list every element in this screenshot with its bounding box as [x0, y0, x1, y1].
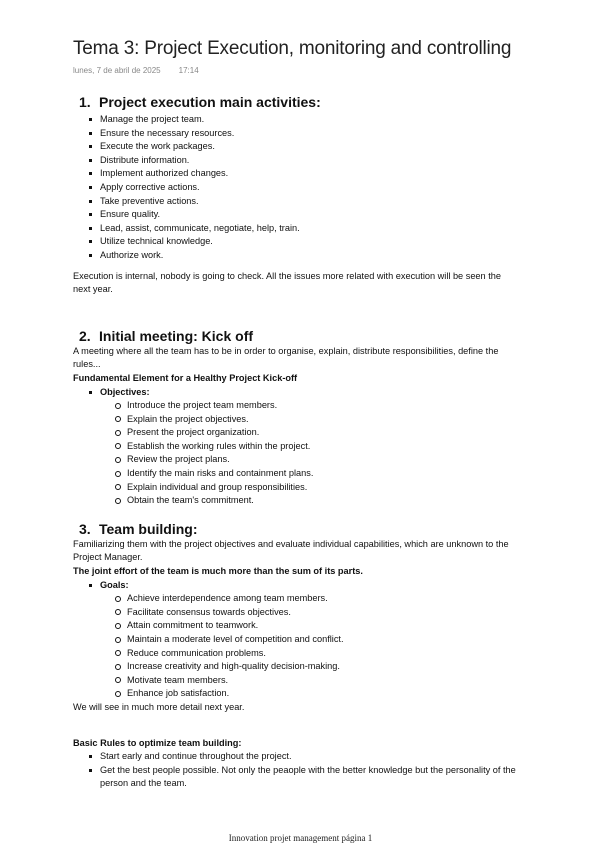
- list-item: Maintain a moderate level of competition and conflict.: [73, 633, 518, 647]
- section-3-note: We will see in much more detail next year.: [73, 701, 245, 712]
- section-2-subheading: Fundamental Element for a Healthy Project Kick-off: [73, 372, 298, 383]
- section-3-subheading: The joint effort of the team is much more than the sum of its parts.: [73, 566, 363, 577]
- objectives-label: Objectives:: [73, 386, 518, 400]
- list-item: Utilize technical knowledge.: [73, 235, 518, 249]
- rules-heading: Basic Rules to optimize team building:: [73, 737, 242, 748]
- list-item: Attain commitment to teamwork.: [73, 619, 518, 633]
- list-item: Ensure the necessary resources.: [73, 127, 518, 141]
- rules-list: [73, 750, 518, 791]
- list-item: Identify the main risks and containment plans.: [73, 467, 518, 481]
- list-item: Get the best people possible. Not only the peaople with the better knowledge but the personality of the person and the team.: [73, 764, 518, 791]
- list-item: Facilitate consensus towards objectives.: [73, 606, 518, 620]
- list-item: Introduce the project team members.: [73, 399, 518, 413]
- page-date: lunes, 7 de abril de 2025: [73, 66, 161, 75]
- list-item: Increase creativity and high-quality decision-making.: [73, 660, 518, 674]
- list-item: Ensure quality.: [73, 208, 518, 222]
- list-item: Start early and continue throughout the project.: [73, 750, 518, 764]
- list-item: Explain the project objectives.: [73, 413, 518, 427]
- list-item: Apply corrective actions.: [73, 181, 518, 195]
- page-title: Tema 3: Project Execution, monitoring and controlling: [73, 38, 512, 59]
- page-meta: [73, 66, 199, 75]
- section-2-items: [73, 399, 518, 508]
- section-2-intro: A meeting where all the team has to be in order to organise, explain, distribute responsibilities, define the rules...: [73, 345, 499, 370]
- section-3-heading: 3. Team building:: [79, 520, 198, 537]
- list-item: Motivate team members.: [73, 674, 518, 688]
- list-item: Enhance job satisfaction.: [73, 687, 518, 701]
- section-3-group: [73, 579, 518, 593]
- section-3-intro: Familiarizing them with the project objectives and evaluate individual capabilities, which are unknown to the Project Manager.: [73, 538, 509, 563]
- list-item: Explain individual and group responsibilities.: [73, 481, 518, 495]
- section-2-heading: 2. Initial meeting: Kick off: [79, 327, 254, 344]
- section-3-items: [73, 592, 518, 701]
- list-item: Execute the work packages.: [73, 140, 518, 154]
- section-1-bullets: [73, 113, 518, 263]
- section-1-heading: 1. Project execution main activities:: [79, 94, 321, 110]
- list-item: Authorize work.: [73, 249, 518, 263]
- list-item: Lead, assist, communicate, negotiate, help, train.: [73, 222, 518, 236]
- section-1-note: Execution is internal, nobody is going to check. All the issues more related with execution will be seen the next year.: [73, 270, 501, 295]
- list-item: Obtain the team's commitment.: [73, 494, 518, 508]
- list-item: Manage the project team.: [73, 113, 518, 127]
- list-item: Present the project organization.: [73, 426, 518, 440]
- page-footer: Innovation projet management página 1: [228, 833, 373, 843]
- page-content: [73, 93, 518, 791]
- list-item: Reduce communication problems.: [73, 647, 518, 661]
- list-item: Take preventive actions.: [73, 195, 518, 209]
- list-item: Distribute information.: [73, 154, 518, 168]
- section-2-group: [73, 386, 518, 400]
- list-item: Review the project plans.: [73, 453, 518, 467]
- list-item: Implement authorized changes.: [73, 167, 518, 181]
- list-item: Establish the working rules within the project.: [73, 440, 518, 454]
- page-time: 17:14: [178, 66, 199, 75]
- list-item: Achieve interdependence among team members.: [73, 592, 518, 606]
- goals-label: Goals:: [73, 579, 518, 593]
